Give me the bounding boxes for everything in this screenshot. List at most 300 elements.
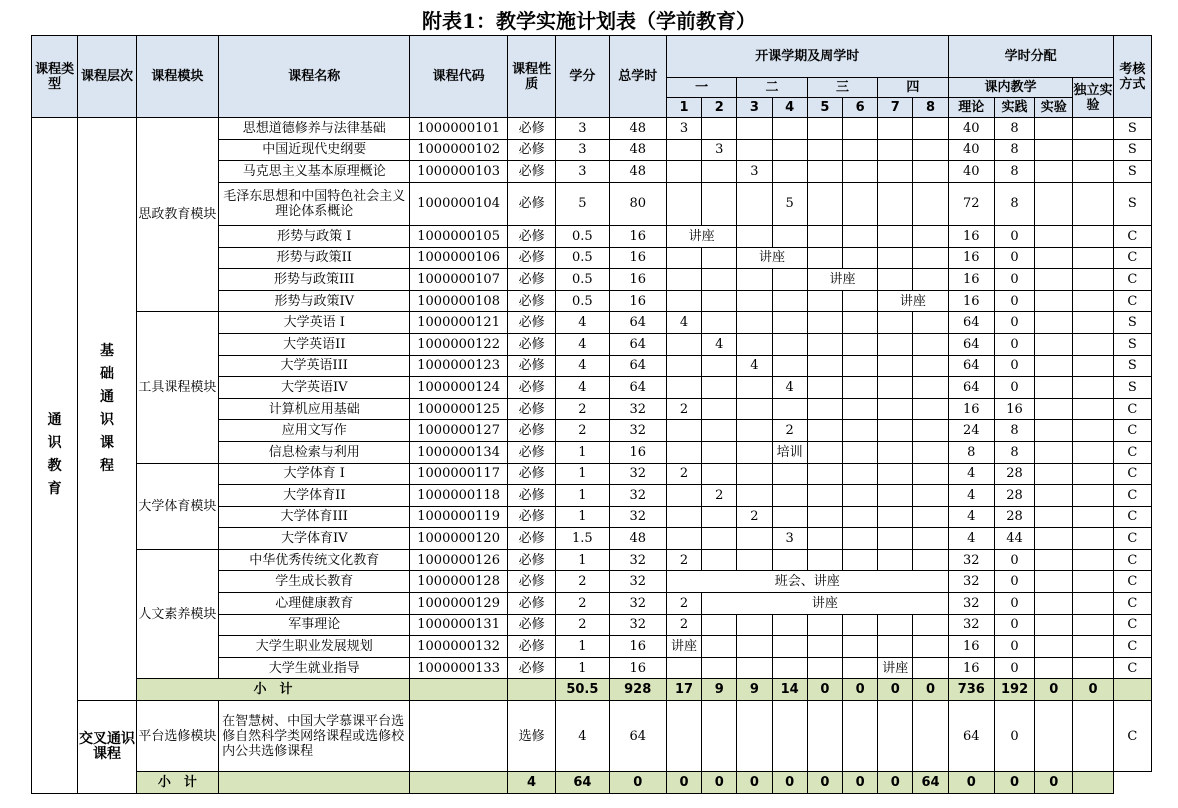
course-name: 大学体育III <box>219 506 410 528</box>
course-code: 1000000117 <box>410 463 508 485</box>
course-credit: 1 <box>556 441 609 463</box>
term-cell <box>807 118 842 140</box>
course-credit: 2 <box>556 614 609 636</box>
term-cell <box>842 636 877 658</box>
course-hours: 16 <box>609 225 666 247</box>
header-year-4: 四 <box>878 78 948 98</box>
practice-hours: 0 <box>994 614 1034 636</box>
course-hours: 48 <box>609 528 666 550</box>
experiment-hours <box>1035 333 1073 355</box>
course-hours: 16 <box>609 290 666 312</box>
subtotal-exam <box>1113 679 1151 701</box>
subtotal-term: 0 <box>842 772 877 794</box>
exam-method: C <box>1113 290 1151 312</box>
term-cell <box>913 355 948 377</box>
term-cell <box>842 118 877 140</box>
term-cell <box>702 312 737 334</box>
term-cell <box>737 312 772 334</box>
term-cell <box>913 701 948 772</box>
course-credit: 2 <box>556 593 609 615</box>
practice-hours: 16 <box>994 398 1034 420</box>
header-course-name: 课程名称 <box>219 36 410 118</box>
theory-hours: 64 <box>948 312 994 334</box>
term-cell <box>737 377 772 399</box>
term-cell <box>913 657 948 679</box>
course-name: 大学英语III <box>219 355 410 377</box>
theory-hours: 64 <box>948 333 994 355</box>
term-cell <box>666 506 701 528</box>
subtotal-term: 0 <box>702 772 737 794</box>
subtotal-theory: 64 <box>913 772 948 794</box>
term-cell <box>772 614 807 636</box>
module-cell: 平台选修模块 <box>136 701 219 772</box>
term-cell <box>702 506 737 528</box>
term-cell <box>772 463 807 485</box>
term-cell <box>842 701 877 772</box>
subtotal-hours: 64 <box>556 772 609 794</box>
course-nature: 必修 <box>507 506 555 528</box>
course-hours: 48 <box>609 118 666 140</box>
course-name: 心理健康教育 <box>219 593 410 615</box>
term-cell <box>702 355 737 377</box>
term-cell <box>913 333 948 355</box>
term-cell <box>878 463 913 485</box>
course-code: 1000000107 <box>410 269 508 291</box>
term-cell <box>702 441 737 463</box>
course-credit: 0.5 <box>556 225 609 247</box>
term-cell <box>842 225 877 247</box>
subtotal-term: 0 <box>878 772 913 794</box>
term-cell <box>842 161 877 183</box>
term-cell <box>913 636 948 658</box>
term-cell <box>737 657 772 679</box>
term-cell <box>913 139 948 161</box>
term-cell: 2 <box>666 549 701 571</box>
course-nature: 必修 <box>507 290 555 312</box>
term-cell <box>878 247 913 269</box>
experiment-hours <box>1035 463 1073 485</box>
course-credit: 1 <box>556 463 609 485</box>
header-term-1: 1 <box>666 98 701 118</box>
experiment-hours <box>1035 139 1073 161</box>
experiment-hours <box>1035 506 1073 528</box>
term-cell <box>878 614 913 636</box>
exam-method: C <box>1113 506 1151 528</box>
exam-method: C <box>1113 485 1151 507</box>
course-nature: 必修 <box>507 333 555 355</box>
exam-method: S <box>1113 333 1151 355</box>
experiment-hours <box>1035 355 1073 377</box>
course-code: 1000000132 <box>410 636 508 658</box>
theory-hours: 40 <box>948 139 994 161</box>
subtotal-nature <box>507 679 555 701</box>
term-cell <box>666 333 701 355</box>
term-span-cell: 讲座 <box>878 290 948 312</box>
term-cell <box>666 290 701 312</box>
course-name: 信息检索与利用 <box>219 441 410 463</box>
theory-hours: 40 <box>948 118 994 140</box>
term-cell <box>737 139 772 161</box>
term-cell <box>737 441 772 463</box>
term-cell <box>666 420 701 442</box>
term-cell <box>913 528 948 550</box>
term-cell <box>878 441 913 463</box>
term-cell <box>913 118 948 140</box>
course-credit: 3 <box>556 161 609 183</box>
subtotal-term: 17 <box>666 679 701 701</box>
theory-hours: 32 <box>948 614 994 636</box>
course-hours: 32 <box>609 614 666 636</box>
course-code: 1000000102 <box>410 139 508 161</box>
term-cell: 3 <box>772 528 807 550</box>
term-cell <box>772 506 807 528</box>
independent-experiment-hours <box>1073 485 1113 507</box>
course-name: 形势与政策III <box>219 269 410 291</box>
independent-experiment-hours <box>1073 333 1113 355</box>
term-cell <box>772 657 807 679</box>
subtotal-credit: 4 <box>507 772 555 794</box>
term-cell <box>878 225 913 247</box>
term-cell: 2 <box>702 485 737 507</box>
term-cell <box>913 549 948 571</box>
header-term-7: 7 <box>878 98 913 118</box>
course-hours: 32 <box>609 463 666 485</box>
theory-hours: 64 <box>948 701 994 772</box>
term-cell <box>842 355 877 377</box>
term-cell <box>772 398 807 420</box>
header-exam-method: 考核方式 <box>1113 36 1151 118</box>
term-cell <box>913 225 948 247</box>
course-hours: 32 <box>609 571 666 593</box>
course-hours: 32 <box>609 420 666 442</box>
course-code: 1000000128 <box>410 571 508 593</box>
course-name: 大学英语 I <box>219 312 410 334</box>
term-cell <box>878 636 913 658</box>
term-cell <box>666 441 701 463</box>
term-cell: 5 <box>772 182 807 225</box>
term-cell <box>842 312 877 334</box>
course-hours: 64 <box>609 312 666 334</box>
theory-hours: 4 <box>948 485 994 507</box>
term-cell <box>807 441 842 463</box>
independent-experiment-hours <box>1073 377 1113 399</box>
term-cell <box>702 463 737 485</box>
course-credit: 1 <box>556 657 609 679</box>
term-cell <box>666 701 701 772</box>
term-cell <box>702 636 737 658</box>
course-name: 应用文写作 <box>219 420 410 442</box>
course-hours: 64 <box>609 333 666 355</box>
term-cell <box>807 355 842 377</box>
course-credit: 3 <box>556 118 609 140</box>
course-hours: 80 <box>609 182 666 225</box>
course-nature: 必修 <box>507 355 555 377</box>
term-cell <box>772 269 807 291</box>
term-cell <box>842 549 877 571</box>
course-type-cell <box>32 118 78 794</box>
course-name: 形势与政策 I <box>219 225 410 247</box>
course-code: 1000000103 <box>410 161 508 183</box>
theory-hours: 16 <box>948 290 994 312</box>
term-cell <box>772 290 807 312</box>
course-nature: 必修 <box>507 139 555 161</box>
header-year-3: 三 <box>807 78 877 98</box>
course-level-cell <box>78 118 136 701</box>
exam-method: C <box>1113 571 1151 593</box>
subtotal-label: 小 计 <box>136 679 410 701</box>
experiment-hours <box>1035 225 1073 247</box>
course-nature: 必修 <box>507 269 555 291</box>
exam-method: C <box>1113 593 1151 615</box>
term-cell <box>737 333 772 355</box>
independent-experiment-hours <box>1073 549 1113 571</box>
course-code: 1000000126 <box>410 549 508 571</box>
exam-method: C <box>1113 701 1151 772</box>
header-practice: 实践 <box>994 98 1034 118</box>
term-cell: 3 <box>702 139 737 161</box>
independent-experiment-hours <box>1073 161 1113 183</box>
course-credit: 1 <box>556 506 609 528</box>
course-name: 学生成长教育 <box>219 571 410 593</box>
experiment-hours <box>1035 571 1073 593</box>
course-credit: 3 <box>556 139 609 161</box>
course-hours: 32 <box>609 485 666 507</box>
practice-hours: 0 <box>994 549 1034 571</box>
course-name: 大学体育II <box>219 485 410 507</box>
independent-experiment-hours <box>1073 312 1113 334</box>
course-code: 1000000129 <box>410 593 508 615</box>
course-nature: 必修 <box>507 182 555 225</box>
practice-hours: 8 <box>994 161 1034 183</box>
term-cell <box>878 528 913 550</box>
term-cell <box>913 182 948 225</box>
experiment-hours <box>1035 182 1073 225</box>
experiment-hours <box>1035 377 1073 399</box>
course-name: 军事理论 <box>219 614 410 636</box>
practice-hours: 0 <box>994 247 1034 269</box>
course-nature: 必修 <box>507 118 555 140</box>
course-name: 马克思主义基本原理概论 <box>219 161 410 183</box>
term-cell <box>737 182 772 225</box>
header-in-class: 课内教学 <box>948 78 1073 98</box>
subtotal-independent: 0 <box>1035 772 1073 794</box>
experiment-hours <box>1035 485 1073 507</box>
term-cell <box>807 506 842 528</box>
term-cell <box>913 247 948 269</box>
course-hours: 64 <box>609 377 666 399</box>
experiment-hours <box>1035 614 1073 636</box>
module-cell: 思政教育模块 <box>136 118 219 312</box>
term-cell <box>737 528 772 550</box>
term-cell <box>913 506 948 528</box>
theory-hours: 8 <box>948 441 994 463</box>
subtotal-hours: 928 <box>609 679 666 701</box>
practice-hours: 0 <box>994 312 1034 334</box>
course-code: 1000000120 <box>410 528 508 550</box>
term-cell <box>842 247 877 269</box>
term-cell <box>913 312 948 334</box>
course-name: 大学英语IV <box>219 377 410 399</box>
term-cell <box>842 506 877 528</box>
course-name: 中华优秀传统文化教育 <box>219 549 410 571</box>
term-span-cell: 培训 <box>772 441 807 463</box>
term-cell <box>772 225 807 247</box>
practice-hours: 8 <box>994 139 1034 161</box>
term-cell <box>913 269 948 291</box>
term-cell: 2 <box>737 506 772 528</box>
subtotal-term: 9 <box>702 679 737 701</box>
term-cell <box>666 657 701 679</box>
course-nature: 选修 <box>507 701 555 772</box>
experiment-hours <box>1035 636 1073 658</box>
course-name: 大学生职业发展规划 <box>219 636 410 658</box>
course-hours: 48 <box>609 139 666 161</box>
course-nature: 必修 <box>507 636 555 658</box>
term-cell <box>807 182 842 225</box>
term-span-cell: 讲座 <box>702 593 949 615</box>
practice-hours: 8 <box>994 420 1034 442</box>
term-cell <box>807 549 842 571</box>
theory-hours: 32 <box>948 593 994 615</box>
header-term-8: 8 <box>913 98 948 118</box>
term-cell: 2 <box>772 420 807 442</box>
term-cell <box>842 420 877 442</box>
experiment-hours <box>1035 657 1073 679</box>
theory-hours: 16 <box>948 225 994 247</box>
term-cell <box>807 333 842 355</box>
course-level-label: 基础通识课程 <box>99 343 114 475</box>
theory-hours: 4 <box>948 506 994 528</box>
course-code <box>410 701 508 772</box>
term-cell <box>737 549 772 571</box>
subtotal-term: 0 <box>666 772 701 794</box>
independent-experiment-hours <box>1073 701 1113 772</box>
experiment-hours <box>1035 161 1073 183</box>
independent-experiment-hours <box>1073 571 1113 593</box>
term-cell <box>666 355 701 377</box>
term-cell <box>842 528 877 550</box>
header-year-1: 一 <box>666 78 736 98</box>
term-cell <box>913 377 948 399</box>
practice-hours: 0 <box>994 593 1034 615</box>
independent-experiment-hours <box>1073 593 1113 615</box>
term-cell <box>807 657 842 679</box>
term-cell <box>702 614 737 636</box>
subtotal-code <box>219 772 410 794</box>
course-nature: 必修 <box>507 312 555 334</box>
independent-experiment-hours <box>1073 657 1113 679</box>
independent-experiment-hours <box>1073 182 1113 225</box>
subtotal-term: 0 <box>807 772 842 794</box>
course-hours: 32 <box>609 506 666 528</box>
exam-method: C <box>1113 225 1151 247</box>
term-cell <box>737 614 772 636</box>
course-hours: 64 <box>609 355 666 377</box>
experiment-hours <box>1035 312 1073 334</box>
subtotal-term: 0 <box>609 772 666 794</box>
header-course-code: 课程代码 <box>410 36 508 118</box>
independent-experiment-hours <box>1073 290 1113 312</box>
term-span-cell: 讲座 <box>666 225 736 247</box>
term-cell <box>842 441 877 463</box>
term-cell <box>878 161 913 183</box>
experiment-hours <box>1035 398 1073 420</box>
exam-method: S <box>1113 118 1151 140</box>
term-cell <box>807 463 842 485</box>
term-cell <box>702 528 737 550</box>
term-cell <box>666 161 701 183</box>
term-cell <box>807 485 842 507</box>
independent-experiment-hours <box>1073 269 1113 291</box>
independent-experiment-hours <box>1073 506 1113 528</box>
term-cell <box>842 139 877 161</box>
theory-hours: 72 <box>948 182 994 225</box>
course-nature: 必修 <box>507 485 555 507</box>
term-cell <box>807 312 842 334</box>
practice-hours: 0 <box>994 333 1034 355</box>
independent-experiment-hours <box>1073 225 1113 247</box>
header-term-5: 5 <box>807 98 842 118</box>
term-cell <box>702 377 737 399</box>
term-cell <box>666 247 701 269</box>
header-term-2: 2 <box>702 98 737 118</box>
course-hours: 16 <box>609 247 666 269</box>
term-cell <box>772 333 807 355</box>
term-cell <box>842 485 877 507</box>
term-cell <box>878 420 913 442</box>
experiment-hours <box>1035 593 1073 615</box>
course-credit: 2 <box>556 398 609 420</box>
independent-experiment-hours <box>1073 247 1113 269</box>
header-term-6: 6 <box>842 98 877 118</box>
subtotal-term: 0 <box>878 679 913 701</box>
table-row <box>32 701 1152 772</box>
theory-hours: 16 <box>948 636 994 658</box>
term-cell <box>737 118 772 140</box>
course-name: 大学英语II <box>219 333 410 355</box>
course-code: 1000000133 <box>410 657 508 679</box>
term-cell <box>702 657 737 679</box>
table-row <box>32 549 1152 571</box>
term-cell <box>772 355 807 377</box>
theory-hours: 16 <box>948 657 994 679</box>
experiment-hours <box>1035 118 1073 140</box>
subtotal-nature <box>410 772 508 794</box>
course-code: 1000000134 <box>410 441 508 463</box>
course-code: 1000000127 <box>410 420 508 442</box>
term-cell <box>702 549 737 571</box>
term-cell <box>666 377 701 399</box>
course-name: 计算机应用基础 <box>219 398 410 420</box>
theory-hours: 4 <box>948 463 994 485</box>
term-cell: 讲座 <box>878 657 913 679</box>
theory-hours: 24 <box>948 420 994 442</box>
practice-hours: 8 <box>994 118 1034 140</box>
subtotal-theory: 736 <box>948 679 994 701</box>
term-cell <box>878 182 913 225</box>
subtotal-experiment: 0 <box>1035 679 1073 701</box>
independent-experiment-hours <box>1073 463 1113 485</box>
course-credit: 4 <box>556 701 609 772</box>
course-hours: 32 <box>609 549 666 571</box>
term-cell <box>666 485 701 507</box>
course-nature: 必修 <box>507 571 555 593</box>
practice-hours: 0 <box>994 290 1034 312</box>
independent-experiment-hours <box>1073 420 1113 442</box>
exam-method: C <box>1113 614 1151 636</box>
course-credit: 2 <box>556 420 609 442</box>
subtotal-practice: 0 <box>948 772 994 794</box>
